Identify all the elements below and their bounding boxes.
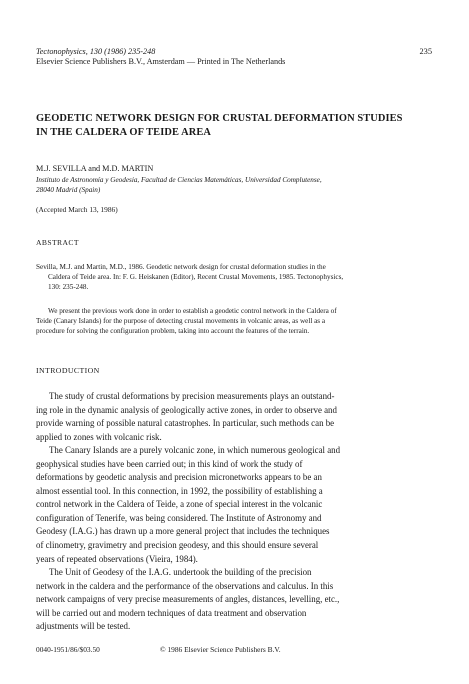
affiliation-line: 28040 Madrid (Spain) [36,185,101,194]
body-line: years of repeated observations (Vieira, 1984). [36,553,198,564]
body-line: adjustments will be tested. [36,621,131,632]
introduction-body [36,390,434,634]
page-number: 235 [419,47,432,56]
publisher-line: Elsevier Science Publishers B.V., Amsterdam — Printed in The Netherlands [36,57,286,66]
body-line: network in the caldera and the performance of the observations and calculus. In this [36,580,334,591]
body-line: Geodesy (I.A.G.) has drawn up a more general project that includes the techniques [36,526,330,537]
body-line: network campaigns of very precise measurements of angles, distances, levelling, etc., [36,594,340,605]
citation-line: Sevilla, M.J. and Martin, M.D., 1986. Geodetic network design for crustal deformation studies in the [36,263,326,271]
body-line: ing role in the dynamic analysis of geologically active zones, in order to observe and [36,404,337,415]
body-line: The Canary Islands are a purely volcanic zone, in which numerous geological and [49,445,341,456]
title-line: GEODETIC NETWORK DESIGN FOR CRUSTAL DEFORMATION STUDIES [36,113,403,124]
citation-line: 130: 235-248. [48,282,89,291]
received-date: (Accepted March 13, 1986) [36,205,118,214]
body-line: configuration of Tenerife, was being considered. The Institute of Astronomy and [36,512,322,523]
abstract-line: procedure for solving the configuration problem, taking into account the features of the terrain. [36,327,310,335]
abstract-body [36,306,434,336]
affiliation-line: Instituto de Astronomía y Geodesia, Facultad de Ciencias Matemáticas, Universidad Complutense, [36,176,322,184]
abstract-heading: ABSTRACT [36,238,79,247]
introduction-heading: INTRODUCTION [36,366,100,375]
article-title [36,112,436,139]
body-line: The study of crustal deformations by precision measurements plays an outstand- [49,391,335,401]
body-line: will be carried out and modern techniques of data treatment and observation [36,607,307,618]
copyright-notice: © 1986 Elsevier Science Publishers B.V. [160,645,281,654]
authors: M.J. SEVILLA and M.D. MARTIN [36,164,154,173]
abstract-citation [36,263,434,292]
journal-citation: Tectonophysics, 130 (1986) 235-248 [36,47,156,56]
abstract-line: We present the previous work done in order to establish a geodetic control network in the Caldera of [48,307,337,315]
body-line: almost essential tool. In this connection, in 1992, the possibility of establishing a [36,485,323,496]
citation-line: Caldera of Teide area. In: F. G. Heiskanen (Editor), Recent Crustal Movements, 1985. Tectonophysics, [48,272,344,281]
body-line: of clinometry, gravimetry and precision geodesy, and this should ensure several [36,540,319,551]
abstract-line: Teide (Canary Islands) for the purpose of detecting crustal movements in volcanic areas, as well as a [36,317,326,325]
body-line: geophysical studies have been carried out; in this kind of work the study of [36,458,303,469]
body-line: provide warning of possible natural catastrophes. In particular, such methods can be [36,418,335,429]
body-line: deformations by geodetic analysis and precision micronetworks appears to be an [36,472,322,483]
body-line: control network in the Caldera of Teide, a zone of special interest in the volcanic [36,499,323,510]
title-line: IN THE CALDERA OF TEIDE AREA [36,126,211,138]
issn-code: 0040-1951/86/$03.50 [36,645,100,654]
body-line: applied to zones with volcanic risk. [36,431,162,442]
body-line: The Unit of Geodesy of the I.A.G. undertook the building of the precision [49,567,312,578]
affiliation [36,176,436,195]
